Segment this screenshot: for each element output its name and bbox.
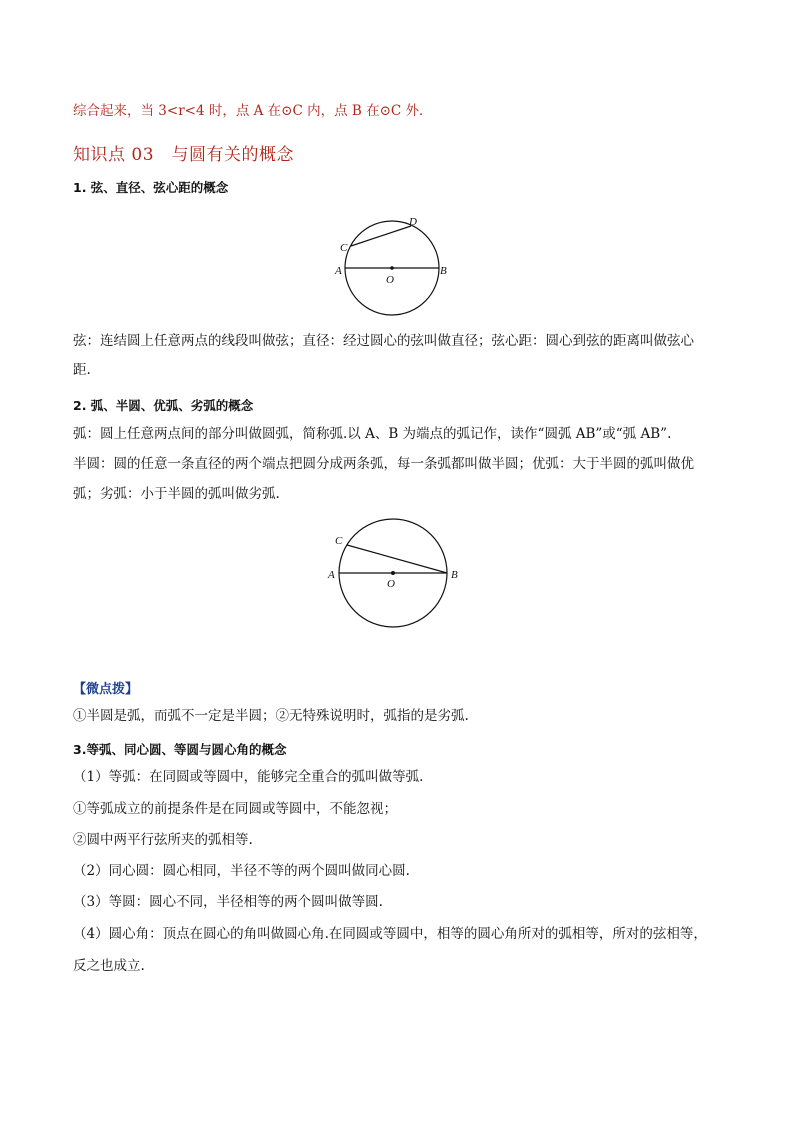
intro-line: 综合起来，当 3<r<4 时，点 A 在⊙C 内，点 B 在⊙C 外．	[73, 103, 433, 119]
label-c: C	[340, 242, 348, 254]
label-d: D	[409, 216, 417, 228]
label-b-2: B	[451, 569, 458, 581]
part3-line: （1）等弧：在同圆或等圆中，能够完全重合的弧叫做等弧.	[73, 769, 424, 785]
chord-cb	[347, 545, 447, 573]
part1-title: 1. 弦、直径、弦心距的概念	[73, 180, 229, 195]
part2-text-line3: 弧；劣弧：小于半圆的弧叫做劣弧.	[73, 486, 280, 502]
chord-diameter-diagram	[325, 208, 460, 318]
part2-text-line1: 弧：圆上任意两点间的部分叫做圆弧，简称弧.以 A、B 为端点的弧记作，读作“圆弧 AB”或“弧 AB”.	[73, 426, 672, 442]
part3-line: （2）同心圆：圆心相同，半径不等的两个圆叫做同心圆.	[73, 863, 410, 879]
chord-cd	[351, 226, 411, 246]
part1-text-line1: 弦：连结圆上任意两点的线段叫做弦；直径：经过圆心的弦叫做直径；弦心距：圆心到弦的距离叫做弦心	[73, 333, 694, 349]
part1-text-line2: 距.	[73, 362, 91, 378]
label-o-2: O	[387, 578, 395, 590]
part3-title: 3.等弧、同心圆、等圆与圆心角的概念	[73, 742, 287, 757]
arc-semicircle-diagram	[320, 515, 470, 635]
part3-line: （3）等圆：圆心不同，半径相等的两个圆叫做等圆.	[73, 894, 383, 910]
label-b: B	[440, 265, 447, 277]
part3-line: ①等弧成立的前提条件是在同圆或等圆中，不能忽视；	[73, 801, 397, 817]
center-point	[390, 266, 394, 270]
label-o: O	[386, 274, 394, 286]
part3-line: （4）圆心角：顶点在圆心的角叫做圆心角.在同圆或等圆中，相等的圆心角所对的弧相等，所对的弦相等，	[73, 926, 707, 942]
part3-line: ②圆中两平行弦所夹的弧相等.	[73, 832, 253, 848]
part2-text-line2: 半圆：圆的任意一条直径的两个端点把圆分成两条弧，每一条弧都叫做半圆；优弧：大于半圆的弧叫做优	[73, 456, 694, 472]
tip-text: ①半圆是弧，而弧不一定是半圆；②无特殊说明时，弧指的是劣弧.	[73, 708, 469, 724]
label-a-2: A	[328, 569, 335, 581]
section-title: 知识点 03 与圆有关的概念	[73, 145, 295, 165]
part3-line: 反之也成立.	[73, 958, 145, 974]
tip-title: 【微点拨】	[73, 682, 139, 697]
center-point-2	[391, 571, 395, 575]
label-a: A	[335, 265, 342, 277]
part2-title: 2. 弧、半圆、优弧、劣弧的概念	[73, 398, 254, 413]
label-c-2: C	[335, 535, 343, 547]
